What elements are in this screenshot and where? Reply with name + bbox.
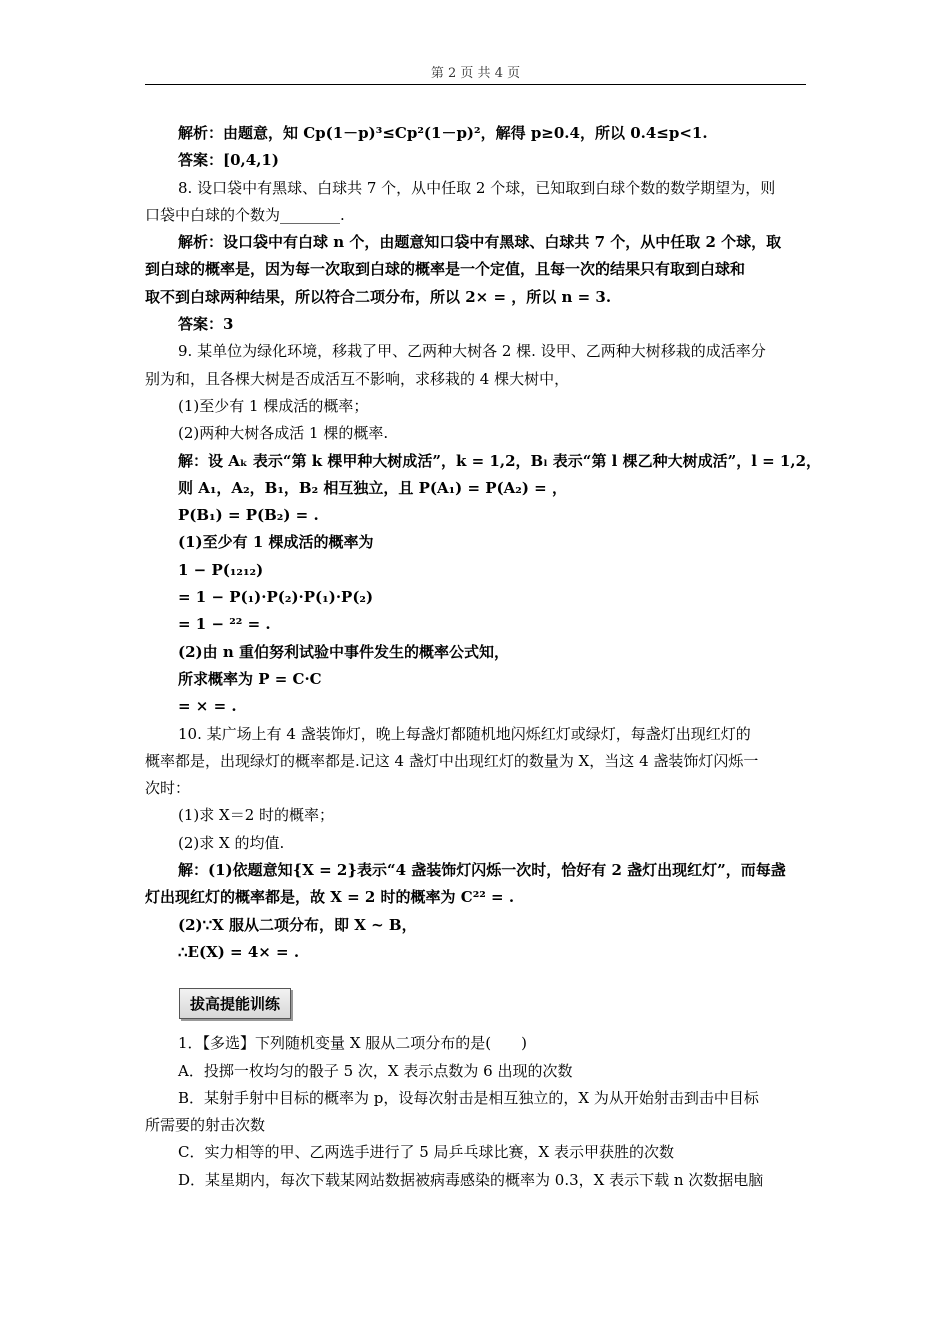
exercise-section: [145, 120, 822, 966]
text-line: 答案：[0,4,1): [178, 151, 279, 170]
text-line: P(B₁) = P(B₂) = .: [178, 506, 319, 525]
text-line: 所求概率为 P = C·C: [178, 669, 322, 688]
section-divider: [145, 966, 806, 1030]
text-line: = × = .: [178, 697, 237, 716]
advanced-section: [145, 1030, 806, 1194]
text-line: C．实力相等的甲、乙两选手进行了 5 局乒乓球比赛，X 表示甲获胜的次数: [178, 1143, 675, 1162]
text-line: D．某星期内，每次下载某网站数据被病毒感染的概率为 0.3，X 表示下载 n 次数据电脑: [178, 1170, 764, 1189]
document-body: [145, 120, 822, 1194]
header-rule: [145, 84, 806, 85]
text-line: (1)求 X＝2 时的概率；: [178, 806, 335, 825]
text-line: 解析：由题意，知 Cp(1－p)³≤Cp²(1－p)²，解得 p≥0.4，所以 0.4≤p<1.: [178, 124, 708, 142]
text-line: 10. 某广场上有 4 盏装饰灯，晚上每盏灯都随机地闪烁红灯或绿灯，每盏灯出现红灯的: [178, 724, 751, 743]
page-header: 第 2 页 共 4 页: [430, 66, 521, 81]
text-line: 9. 某单位为绿化环境，移栽了甲、乙两种大树各 2 棵. 设甲、乙两种大树移栽的成活率分: [178, 342, 766, 361]
text-line: = 1 − P(₁)·P(₂)·P(₁)·P(₂): [178, 588, 374, 607]
text-line: (2)∵X 服从二项分布，即 X ~ B，: [178, 915, 417, 934]
text-line: 答案：3: [178, 315, 234, 334]
text-line: 则 A₁，A₂，B₁，B₂ 相互独立，且 P(A₁) = P(A₂) = ，: [178, 478, 567, 497]
text-line: 灯出现红灯的概率都是，故 X = 2 时的概率为 C²² = .: [145, 888, 515, 907]
text-line: 8. 设口袋中有黑球、白球共 7 个，从中任取 2 个球，已知取到白球个数的数学期望为，则: [178, 178, 776, 197]
text-line: 别为和，且各棵大树是否成活互不影响，求移栽的 4 棵大树中，: [145, 369, 570, 388]
text-line: (1)至少有 1 棵成活的概率；: [178, 396, 369, 415]
text-line: 概率都是，出现绿灯的概率都是.记这 4 盏灯中出现红灯的数量为 X，当这 4 盏装饰灯闪烁一: [145, 751, 759, 770]
text-line: (1)至少有 1 棵成活的概率为: [178, 533, 374, 552]
text-line: 取不到白球两种结果，所以符合二项分布，所以 2× = ，所以 n = 3.: [145, 287, 612, 306]
text-line: 所需要的射击次数: [145, 1116, 266, 1135]
text-line: 次时：: [145, 779, 191, 798]
text-line: 口袋中白球的个数为________.: [145, 205, 345, 224]
text-line: ∴E(X) = 4× = .: [178, 942, 300, 961]
section-badge: 拔高提能训练: [179, 988, 291, 1019]
text-line: 解：设 Aₖ 表示“第 k 棵甲种大树成活”，k = 1,2，Bₗ 表示“第 l 棵乙种大树成活”，l = 1,2，: [178, 451, 822, 470]
text-line: 到白球的概率是，因为每一次取到白球的概率是一个定值，且每一次的结果只有取到白球和: [145, 260, 746, 279]
text-line: A．投掷一枚均匀的骰子 5 次，X 表示点数为 6 出现的次数: [178, 1061, 573, 1080]
text-line: 解：(1)依题意知{X = 2}表示“4 盏装饰灯闪烁一次时，恰好有 2 盏灯出现红灯”，而每盏: [178, 861, 786, 880]
text-line: (2)两种大树各成活 1 棵的概率.: [178, 424, 389, 443]
text-line: 解析：设口袋中有白球 n 个，由题意知口袋中有黑球、白球共 7 个，从中任取 2 个球，取: [178, 233, 782, 252]
text-line: 1 − P(₁₂₁₂): [178, 560, 264, 579]
text-line: 1．【多选】下列随机变量 X 服从二项分布的是( ): [178, 1034, 527, 1053]
text-line: = 1 − ²² = .: [178, 615, 271, 634]
text-line: (2)由 n 重伯努利试验中事件发生的概率公式知，: [178, 642, 509, 661]
text-line: B．某射手射中目标的概率为 p，设每次射击是相互独立的，X 为从开始射击到击中目标: [178, 1088, 759, 1107]
text-line: (2)求 X 的均值.: [178, 833, 285, 852]
